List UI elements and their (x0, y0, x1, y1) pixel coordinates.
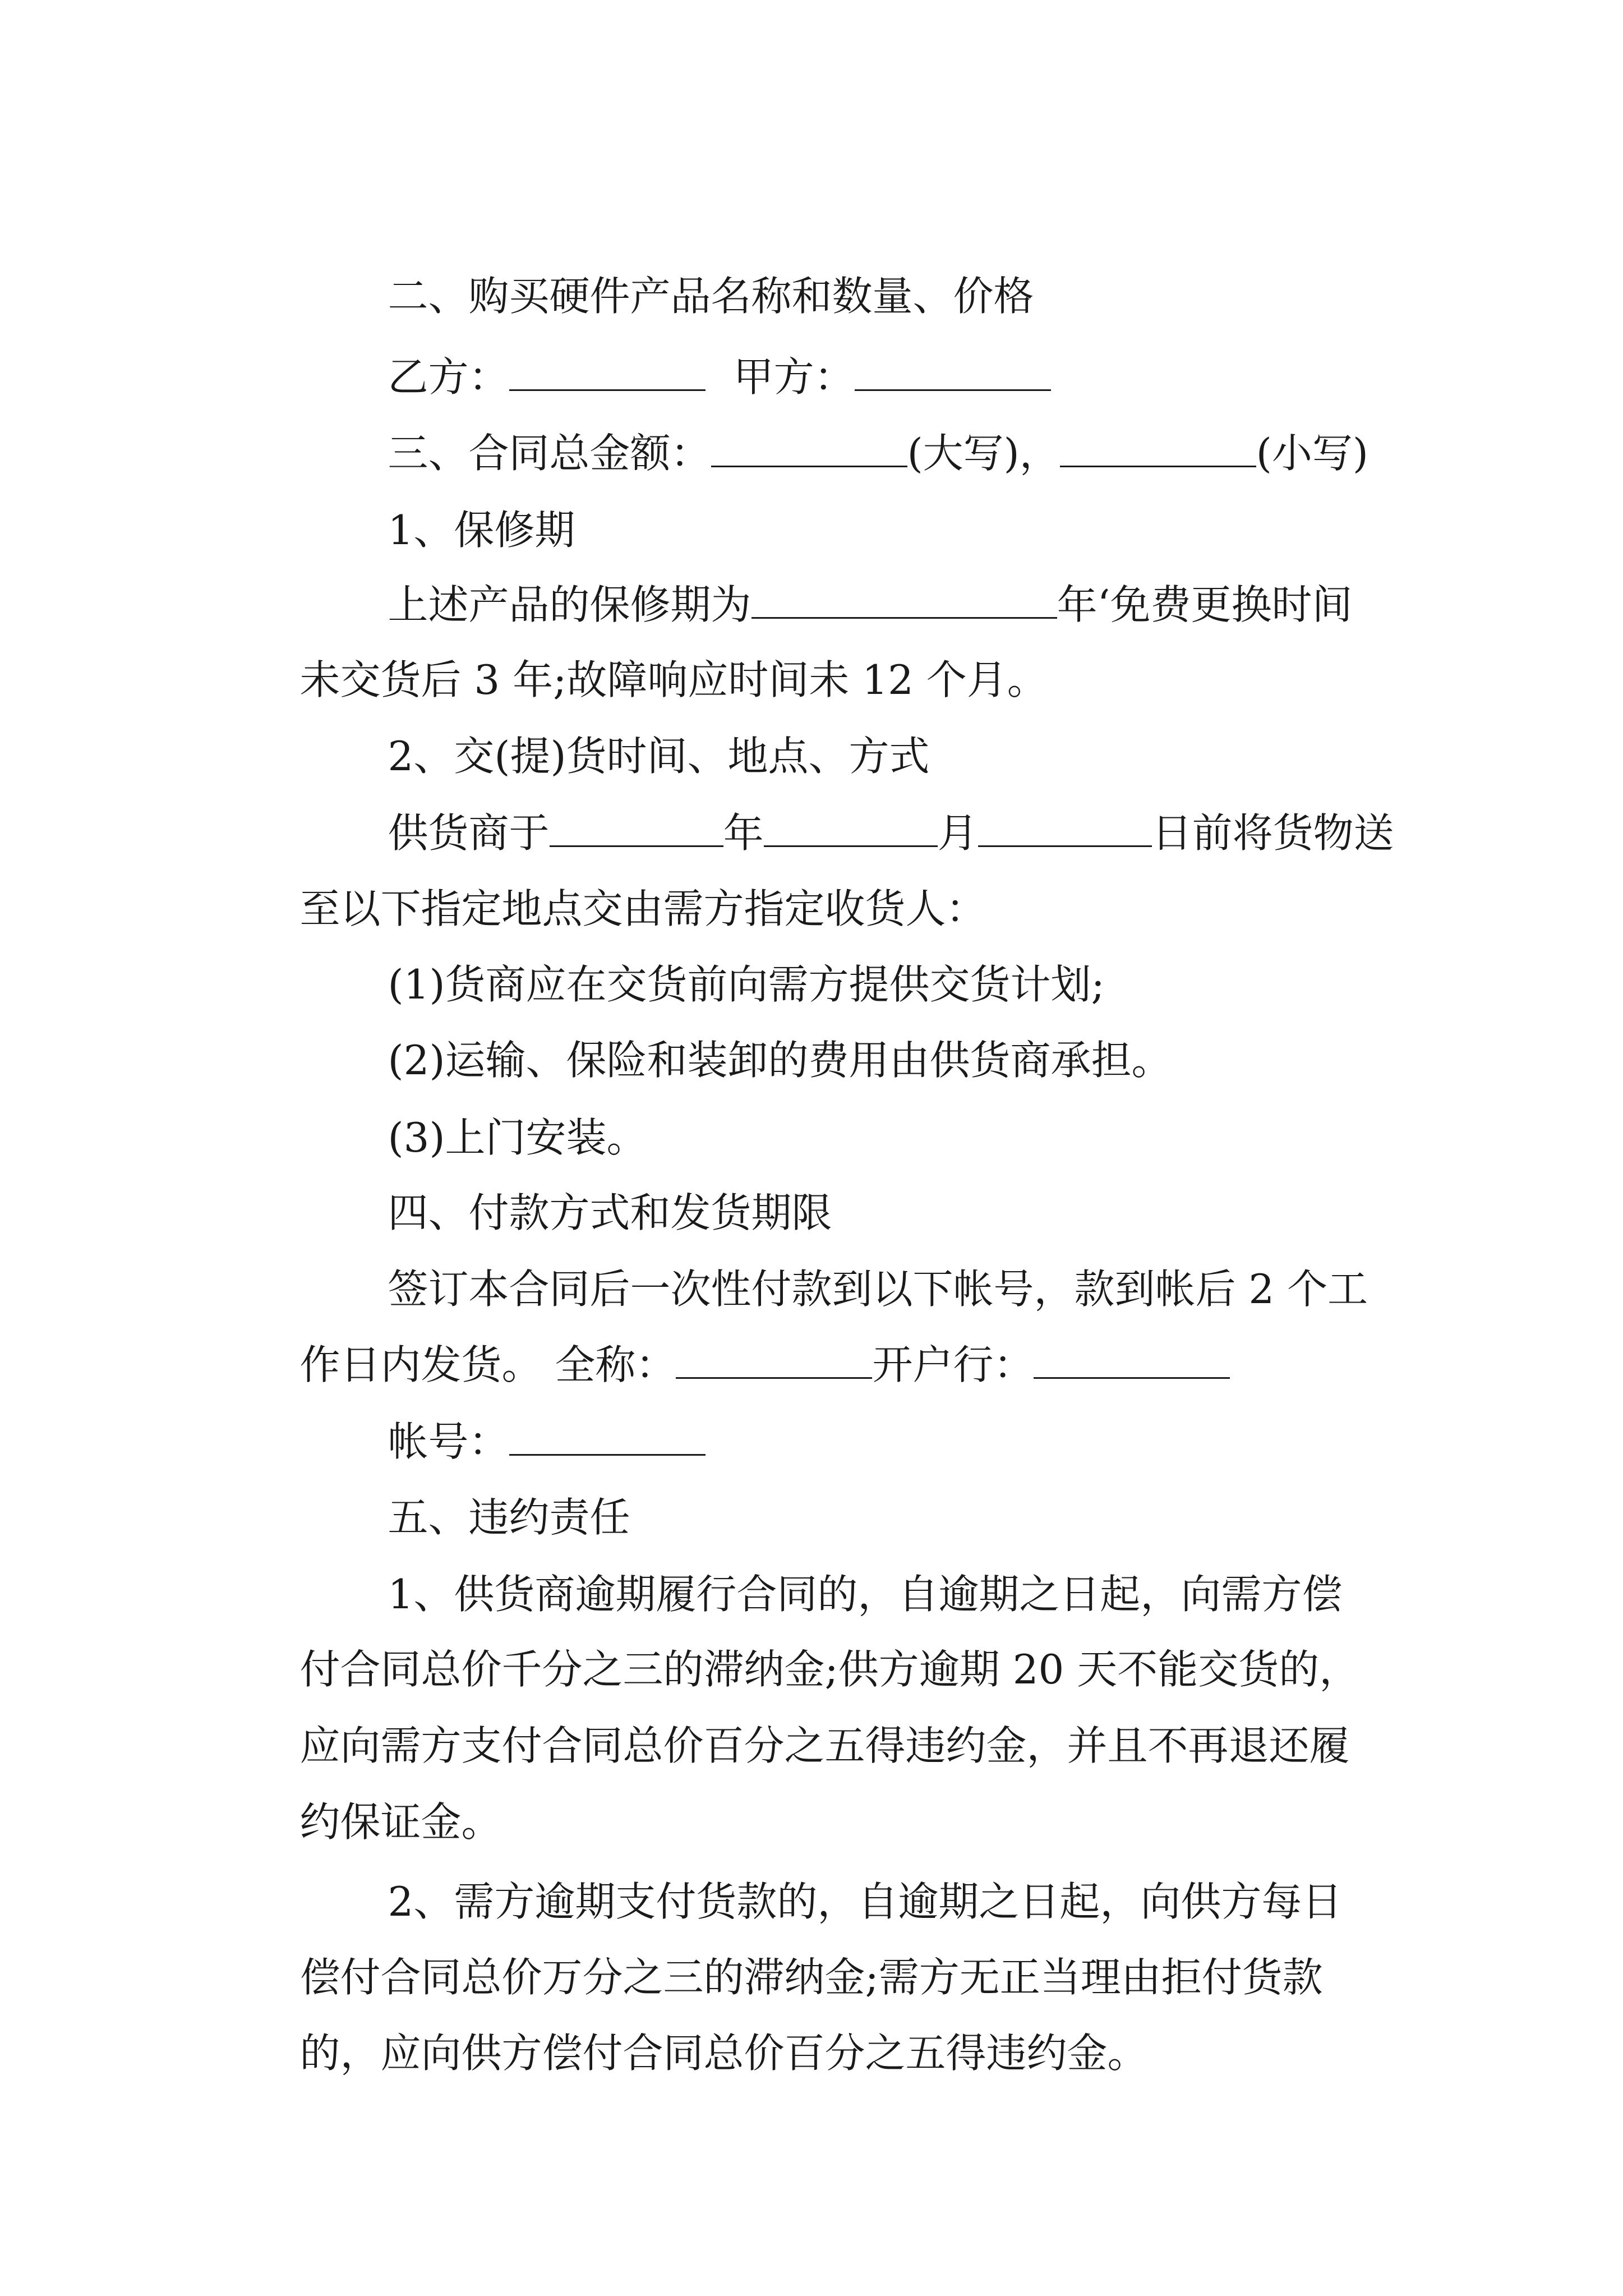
breach-1-line-3: 应向需方支付合同总价百分之五得违约金，并且不再退还履 (299, 1722, 1350, 1769)
account-name-line: 作日内发货。 全称： 开户行： (248, 1281, 1623, 1337)
delivery-location-line: 至以下指定地点交由需方指定收货人： (299, 885, 986, 932)
delivery-heading: 2、交(提)货时间、地点、方式 (388, 733, 930, 780)
payment-line: 签订本合同后一次性付款到以下帐号，款到帐后 2 个工 (388, 1266, 1368, 1313)
section-5-heading: 五、违约责任 (388, 1494, 630, 1541)
breach-1-line-2: 付合同总价千分之三的滞纳金;供方逾期 20 天不能交货的， (299, 1646, 1360, 1693)
party-a-label: 甲方： (733, 353, 855, 401)
delivery-item-3: (3)上门安装。 (388, 1114, 647, 1161)
section-2-heading: 二、购买硬件产品名称和数量、价格 (388, 273, 1034, 320)
warranty-heading: 1、保修期 (388, 507, 575, 554)
breach-1-line-1: 1、供货商逾期履行合同的，自逾期之日起，向需方偿 (388, 1571, 1343, 1618)
section-3-amount: 三、合同总金额： (大写)， (小写) (336, 369, 1623, 425)
party-b-label: 乙方： (388, 353, 509, 401)
account-number-line: 帐号： (336, 1358, 1623, 1414)
warranty-detail-line: 未交货后 3 年;故障响应时间未 12 个月。 (299, 656, 1048, 703)
delivery-date-line: 供货商于 年 月 日前将货物送 (336, 749, 1623, 805)
breach-1-line-4: 约保证金。 (299, 1798, 502, 1846)
delivery-item-2: (2)运输、保险和装卸的费用由供货商承担。 (388, 1037, 1172, 1084)
warranty-period-line: 上述产品的保修期为 年‘免费更换时间 (336, 521, 1623, 577)
breach-2-line-2: 偿付合同总价万分之三的滞纳金;需方无正当理由拒付货款 (299, 1954, 1323, 2001)
section-4-heading: 四、付款方式和发货期限 (388, 1189, 832, 1236)
breach-2-line-3: 的，应向供方偿付合同总价百分之五得违约金。 (299, 2030, 1148, 2077)
delivery-item-1: (1)货商应在交货前向需方提供交货计划; (388, 961, 1105, 1008)
breach-2-line-1: 2、需方逾期支付货款的，自逾期之日起，向供方每日 (388, 1878, 1343, 1925)
party-line (336, 293, 1623, 401)
